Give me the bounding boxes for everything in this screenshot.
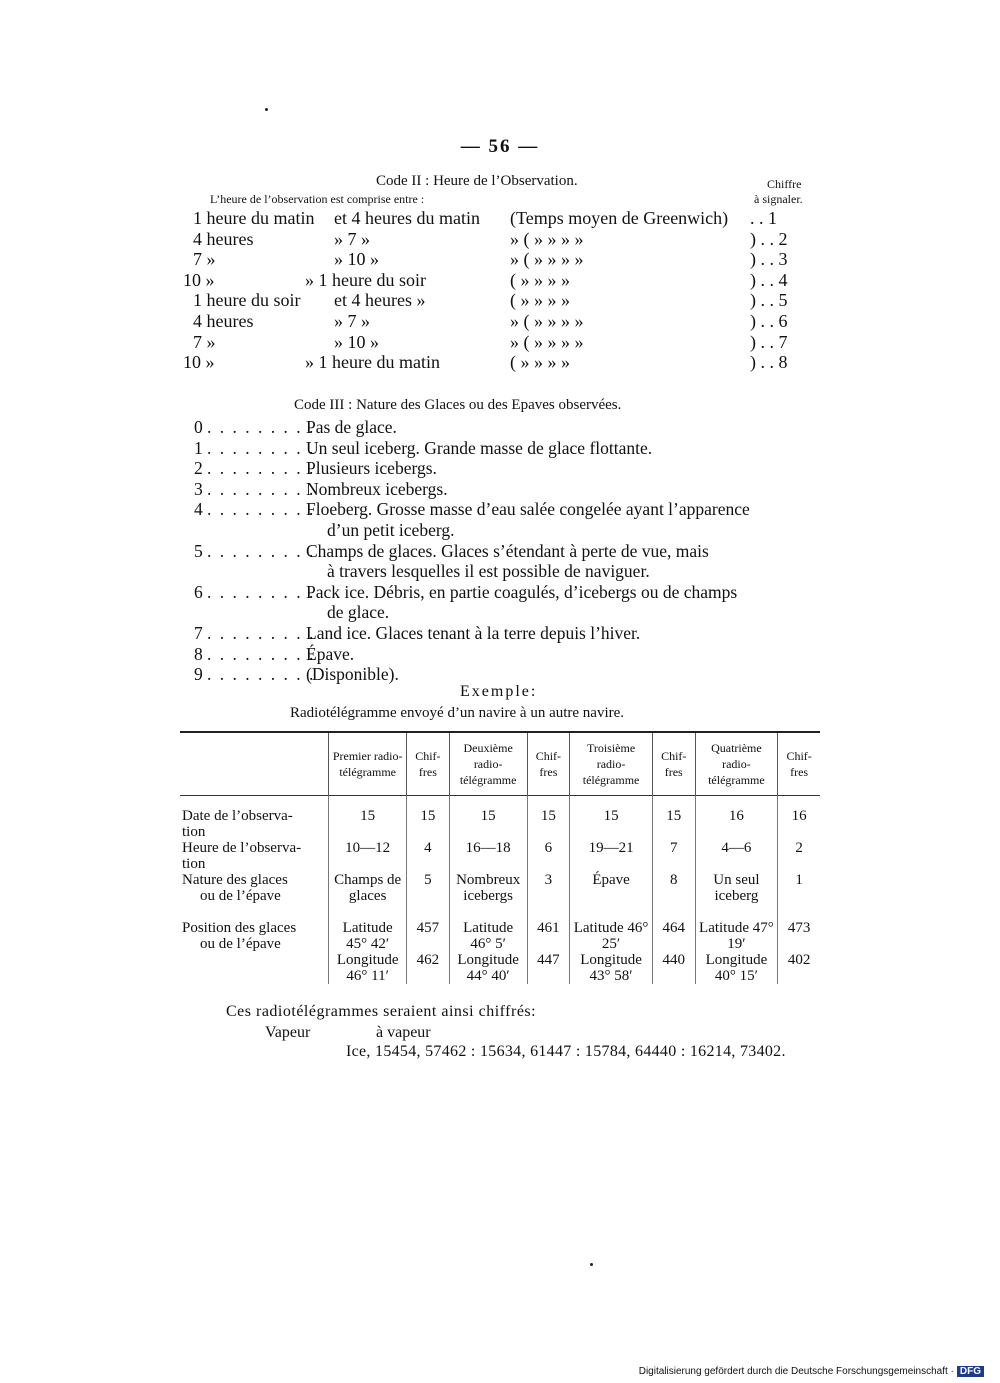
table-cell: Latitude 46° 25′ [570,904,653,952]
code2-cell: » ( » » » » [510,249,584,270]
code2-cell: ) . . 4 [750,269,788,290]
row-label [180,872,329,904]
table-cell: Longitude 46° 11′ [329,952,407,984]
code3-leader-dots: . . . . . . . . . [207,643,316,664]
code3-leader-dots: . . . . . . . . . [207,437,316,458]
page-number: — 56 — [460,136,540,157]
table-cell: 16 [695,796,778,841]
table-cell: 473 [778,904,820,952]
code3-item-number: 4 [194,499,203,520]
row-label-line: Position des glaces [182,920,297,936]
code3-item-number: 3 [194,478,203,499]
code2-cell: ) . . 3 [750,249,788,270]
row-label-line: ou de l’épave [200,888,281,904]
code3-item-number: 8 [194,643,203,664]
code3-item-text: Épave. [306,643,355,664]
table-cell: Latitude 47° 19′ [695,904,778,952]
example-table-row [180,796,820,841]
code2-cell: 7 » [193,249,216,270]
example-table-row [180,904,820,952]
table-cell: Latitude 45° 42′ [329,904,407,952]
row-label [180,840,329,872]
header-cell-blank [180,732,329,796]
table-cell: 2 [778,840,820,872]
row-label-line: tion [182,824,206,840]
table-cell: Longitude 44° 40′ [449,952,527,984]
table-cell: 15 [527,796,570,841]
table-cell: 440 [652,952,695,984]
header-cell: Chif-fres [778,732,820,796]
code2-column-right-header-1: Chiffre [767,177,802,191]
table-cell: 3 [527,872,570,904]
code2-cell: 7 » [193,331,216,352]
code2-cell: » ( » » » » [510,331,584,352]
table-cell: 402 [778,952,820,984]
code2-cell: » 1 heure du soir [305,269,426,290]
row-label [180,952,329,984]
code2-cell: 10 » [183,269,215,290]
code3-item-text: à travers lesquelles il est possible de naviguer. [327,561,650,582]
code3-leader-dots: . . . . . . . . . [207,623,316,643]
speck-mark [590,1263,593,1266]
table-cell: 464 [652,904,695,952]
code3-item-text: Pas de glace. [306,417,397,437]
code2-cell: 10 » [183,352,215,373]
code3-item-text: Plusieurs icebergs. [306,458,437,479]
header-cell: Quatrième radio-télégramme [695,732,778,796]
footer-credit [639,1366,984,1377]
example-subtitle: Radiotélégramme envoyé d’un navire à un autre navire. [290,705,625,721]
table-cell: 5 [407,872,450,904]
code3-leader-dots: . . . . . . . . . [207,581,316,602]
code2-cell: et 4 heures » [334,290,426,311]
code2-cell: et 4 heures du matin [334,208,480,228]
example-table-row [180,872,820,904]
code3-item-number: 7 [194,623,203,643]
code2-cell: ) . . 8 [750,352,788,373]
table-cell: 7 [652,840,695,872]
code3-item-text: Pack ice. Débris, en partie coagulés, d’icebergs ou de champs [306,581,738,602]
header-cell: Chif-fres [407,732,450,796]
code2-cell: 4 heures [193,311,254,331]
cipher-to: à vapeur [376,1024,431,1041]
table-cell: 447 [527,952,570,984]
table-cell: Un seul iceberg [695,872,778,904]
code2-column-right-header-2: à signaler. [754,192,803,206]
table-cell: 15 [652,796,695,841]
code2-cell: ) . . 6 [750,311,788,331]
table-cell: Latitude 46° 5′ [449,904,527,952]
code2-column-left-header: L’heure de l’observation est comprise entre : [210,192,425,206]
code3-item-number: 2 [194,458,203,479]
code2-cell: ) . . 2 [750,228,788,249]
header-cell: Troisième radio-télégramme [570,732,653,796]
example-title: Exemple: [460,683,538,700]
code3-item-text: Land ice. Glaces tenant à la terre depuis l’hiver. [306,623,641,643]
header-cell: Chif-fres [652,732,695,796]
table-cell: Nombreux icebergs [449,872,527,904]
code2-cell: 1 heure du matin [193,208,315,228]
example-table-header-row [180,732,820,796]
code2-cell: » ( » » » » [510,311,584,331]
table-cell: 1 [778,872,820,904]
table-cell: 4 [407,840,450,872]
table-cell: 19—21 [570,840,653,872]
table-cell: 15 [570,796,653,841]
code2-cell: ) . . 7 [750,331,788,352]
table-cell: 10—12 [329,840,407,872]
code3-item-text: de glace. [327,602,390,623]
table-cell: Longitude 43° 58′ [570,952,653,984]
code2-cell: » 10 » [334,249,379,270]
code3-item-text: d’un petit iceberg. [327,520,455,540]
code3-item-text: (Disponible). [306,664,399,685]
code3-leader-dots: . . . . . . . . . [207,478,316,499]
table-cell: 462 [407,952,450,984]
code3-item-number: 6 [194,581,203,602]
table-cell: 15 [449,796,527,841]
table-cell: 461 [527,904,570,952]
code3-leader-dots: . . . . . . . . . [207,664,316,685]
example-table-row [180,840,820,872]
row-label-line: ou de l’épave [200,936,281,952]
code2-cell: » 10 » [334,331,379,352]
code3-leader-dots: . . . . . . . . . [207,458,316,479]
cipher-from: Vapeur [265,1024,311,1041]
code2-title: Code II : Heure de l’Observation. [376,173,578,189]
code3-item-text: Champs de glaces. Glaces s’étendant à perte de vue, mais [306,540,709,561]
header-cell: Deuxième radio-télégramme [449,732,527,796]
code2-cell: ( » » » » [510,290,570,311]
code2-cell: 4 heures [193,228,254,249]
footer-text: Digitalisierung gefördert durch die Deutsche Forschungsgemeinschaft · [638,1366,954,1377]
table-cell: Longitude 40° 15′ [695,952,778,984]
table-cell: 4—6 [695,840,778,872]
table-cell: 8 [652,872,695,904]
code2-cell: ( » » » » [510,269,570,290]
code2-cell: (Temps moyen de Greenwich) [510,208,729,228]
code2-cell: » 7 » [334,228,370,249]
table-cell: Champs de glaces [329,872,407,904]
table-cell: 15 [329,796,407,841]
code2-cell: » 7 » [334,311,370,331]
code3-item-number: 1 [194,437,203,458]
code3-item-text: Floeberg. Grosse masse d’eau salée congelée ayant l’apparence [306,499,750,520]
row-label [180,904,329,952]
header-cell: Premier radio-télégramme [329,732,407,796]
table-cell: 16 [778,796,820,841]
code2-cell: » ( » » » » [510,228,584,249]
code3-item-text: Nombreux icebergs. [306,478,448,499]
code2-cell: 1 heure du soir [193,290,301,311]
table-cell: Épave [570,872,653,904]
code3-item-number: 0 [194,417,203,437]
table-cell: 6 [527,840,570,872]
code3-leader-dots: . . . . . . . . . [207,417,316,437]
header-cell: Chif-fres [527,732,570,796]
cipher-code: Ice, 15454, 57462 : 15634, 61447 : 15784, 64440 : 16214, 73402. [346,1043,786,1060]
code3-leader-dots: . . . . . . . . . [207,540,316,561]
cipher-intro: Ces radiotélégrammes seraient ainsi chiffrés: [226,1003,537,1020]
row-label-line: tion [182,856,206,872]
table-cell: 16—18 [449,840,527,872]
table-cell: 15 [407,796,450,841]
row-label-line: Heure de l’observa- [182,840,302,856]
table-cell: 457 [407,904,450,952]
code3-title: Code III : Nature des Glaces ou des Epaves observées. [294,397,622,413]
code2-cell: . . 1 [750,208,777,228]
code3-item-number: 5 [194,540,203,561]
code3-item-number: 9 [194,664,203,685]
row-label-line: Date de l’observa- [182,808,293,824]
row-label-line: Nature des glaces [182,872,288,888]
code2-cell: ) . . 5 [750,290,788,311]
code3-leader-dots: . . . . . . . . . [207,499,316,520]
code2-cell: ( » » » » [510,352,570,373]
code3-item-text: Un seul iceberg. Grande masse de glace flottante. [306,437,653,458]
code2-cell: » 1 heure du matin [305,352,440,373]
row-label [180,796,329,841]
example-table-row [180,952,820,984]
example-table [180,731,820,984]
dfg-logo: DFG [957,1366,984,1377]
speck-mark [265,108,268,111]
